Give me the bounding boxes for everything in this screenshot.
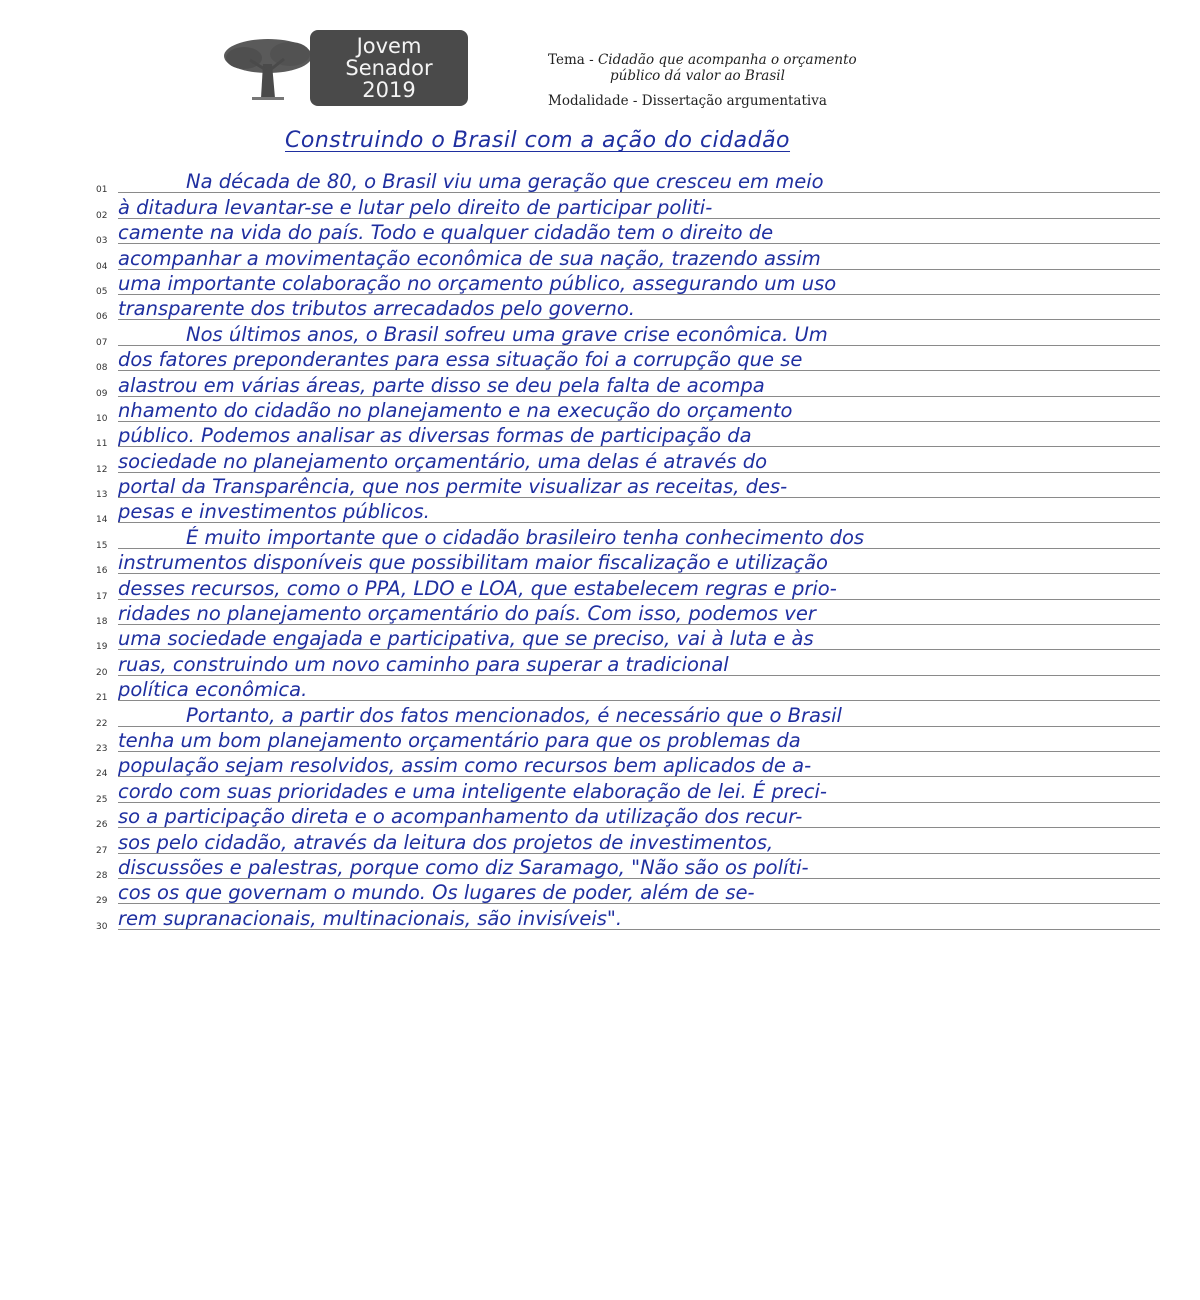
line-number: 24 — [96, 769, 108, 780]
line-number: 09 — [96, 388, 108, 399]
line-number: 10 — [96, 413, 108, 424]
handwritten-text: transparente dos tributos arrecadados pelo governo. — [118, 297, 636, 321]
essay-line — [88, 246, 1160, 271]
handwritten-text: política econômica. — [118, 678, 308, 702]
line-number: 23 — [96, 743, 108, 754]
handwritten-text: instrumentos disponíveis que possibilitam maior fiscalização e utilização — [118, 551, 828, 575]
essay-line — [88, 348, 1160, 373]
line-number: 04 — [96, 261, 108, 272]
essay-line — [88, 551, 1160, 576]
essay-theme — [548, 52, 857, 84]
line-number: 01 — [96, 185, 108, 196]
line-number: 03 — [96, 236, 108, 247]
handwritten-text: à ditadura levantar-se e lutar pelo direito de participar politi- — [118, 195, 713, 219]
essay-line — [88, 195, 1160, 220]
line-number: 15 — [96, 540, 108, 551]
handwritten-text: Portanto, a partir dos fatos mencionados, é necessário que o Brasil — [186, 703, 842, 727]
essay-line — [88, 272, 1160, 297]
line-number: 29 — [96, 896, 108, 907]
handwritten-text: ruas, construindo um novo caminho para superar a tradicional — [118, 652, 729, 676]
line-number: 14 — [96, 515, 108, 526]
handwritten-text: uma sociedade engajada e participativa, que se preciso, vai à luta e às — [118, 627, 814, 651]
handwritten-text: ridades no planejamento orçamentário do país. Com isso, podemos ver — [118, 602, 816, 626]
handwritten-text: cos os que governam o mundo. Os lugares de poder, além de se- — [118, 881, 755, 905]
handwritten-text: dos fatores preponderantes para essa situação foi a corrupção que se — [118, 348, 803, 372]
line-number: 25 — [96, 794, 108, 805]
line-number: 08 — [96, 363, 108, 374]
line-number: 30 — [96, 921, 108, 932]
jovem-senador-logo — [222, 30, 468, 106]
handwritten-text: nhamento do cidadão no planejamento e na execução do orçamento — [118, 398, 793, 422]
handwritten-text: população sejam resolvidos, assim como recursos bem aplicados de a- — [118, 754, 812, 778]
essay-line — [88, 475, 1160, 500]
handwritten-text: rem supranacionais, multinacionais, são invisíveis". — [118, 906, 623, 930]
line-number: 11 — [96, 439, 108, 450]
essay-line — [88, 576, 1160, 601]
line-number: 12 — [96, 464, 108, 475]
essay-line — [88, 830, 1160, 855]
logo-line-3: 2019 — [362, 78, 416, 102]
handwritten-text: sos pelo cidadão, através da leitura dos projetos de investimentos, — [118, 830, 774, 854]
essay-title: Construindo o Brasil com a ação do cidadão — [285, 128, 791, 153]
essay-line — [88, 906, 1160, 931]
essay-line — [88, 424, 1160, 449]
theme-text-1: Cidadão que acompanha o orçamento — [597, 52, 857, 68]
handwritten-text: pesas e investimentos públicos. — [118, 500, 430, 524]
handwritten-text: sociedade no planejamento orçamentário, uma delas é através do — [118, 449, 768, 473]
essay-line — [88, 500, 1160, 525]
handwritten-sheet — [88, 170, 1160, 932]
essay-line — [88, 805, 1160, 830]
essay-line — [88, 678, 1160, 703]
line-number: 22 — [96, 718, 108, 729]
logo-line-1: Jovem — [356, 34, 422, 58]
line-number: 18 — [96, 617, 108, 628]
handwritten-text: discussões e palestras, porque como diz Saramago, "Não são os políti- — [118, 855, 809, 879]
line-number: 05 — [96, 286, 108, 297]
line-number: 19 — [96, 642, 108, 653]
logo-line-2: Senador — [345, 56, 433, 80]
essay-line — [88, 602, 1160, 627]
essay-line — [88, 399, 1160, 424]
essay-line — [88, 170, 1160, 195]
line-number: 02 — [96, 210, 108, 221]
essay-line — [88, 652, 1160, 677]
essay-line — [88, 856, 1160, 881]
essay-line — [88, 729, 1160, 754]
line-number: 17 — [96, 591, 108, 602]
essay-line — [88, 525, 1160, 550]
handwritten-text: tenha um bom planejamento orçamentário para que os problemas da — [118, 728, 801, 752]
line-number: 16 — [96, 566, 108, 577]
handwritten-text: Nos últimos anos, o Brasil sofreu uma grave crise econômica. Um — [186, 322, 828, 346]
line-number: 13 — [96, 490, 108, 501]
line-number: 28 — [96, 870, 108, 881]
essay-line — [88, 449, 1160, 474]
tree-icon — [222, 30, 314, 106]
essay-line — [88, 779, 1160, 804]
essay-line — [88, 322, 1160, 347]
line-number: 21 — [96, 693, 108, 704]
logo-text-box — [310, 30, 468, 106]
essay-line — [88, 297, 1160, 322]
handwritten-text: portal da Transparência, que nos permite visualizar as receitas, des- — [118, 475, 788, 499]
line-number: 27 — [96, 845, 108, 856]
essay-line — [88, 373, 1160, 398]
handwritten-text: camente na vida do país. Todo e qualquer cidadão tem o direito de — [118, 221, 774, 245]
handwritten-text: desses recursos, como o PPA, LDO e LOA, que estabelecem regras e prio- — [118, 576, 837, 600]
theme-label: Tema - — [548, 52, 594, 68]
essay-line — [88, 627, 1160, 652]
handwritten-text: Na década de 80, o Brasil viu uma geração que cresceu em meio — [186, 170, 824, 194]
line-number: 06 — [96, 312, 108, 323]
handwritten-text: uma importante colaboração no orçamento público, assegurando um uso — [118, 271, 837, 295]
essay-line — [88, 754, 1160, 779]
handwritten-text: acompanhar a movimentação econômica de sua nação, trazendo assim — [118, 246, 821, 270]
essay-line — [88, 703, 1160, 728]
handwritten-text: público. Podemos analisar as diversas formas de participação da — [118, 424, 752, 448]
line-number: 07 — [96, 337, 108, 348]
handwritten-text: so a participação direta e o acompanhamento da utilização dos recur- — [118, 805, 803, 829]
line-number: 26 — [96, 820, 108, 831]
handwritten-text: alastrou em várias áreas, parte disso se deu pela falta de acompa — [118, 373, 765, 397]
line-number: 20 — [96, 667, 108, 678]
handwritten-text: cordo com suas prioridades e uma inteligente elaboração de lei. É preci- — [118, 779, 827, 803]
essay-line — [88, 881, 1160, 906]
essay-line — [88, 221, 1160, 246]
handwritten-text: É muito importante que o cidadão brasileiro tenha conhecimento dos — [186, 525, 865, 549]
theme-text-2: público dá valor ao Brasil — [610, 68, 785, 84]
essay-modality: Modalidade - Dissertação argumentativa — [548, 93, 827, 109]
